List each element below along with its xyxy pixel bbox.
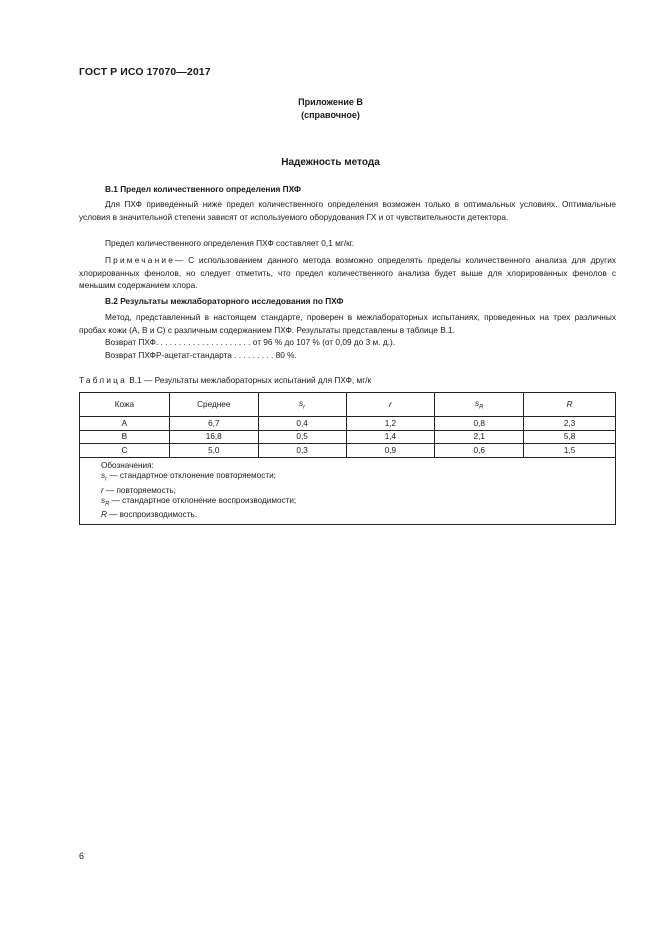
cell-mean: 5,0 bbox=[169, 444, 258, 458]
cell-skin: А bbox=[80, 417, 170, 431]
recovery-standard-line: Возврат ПХФР-ацетат-стандарта . . . . . . . . . 80 %. bbox=[105, 350, 297, 360]
cell-skin: С bbox=[80, 444, 170, 458]
cell-sR: 0,8 bbox=[435, 417, 524, 431]
header-sr: $s_r$ bbox=[258, 393, 346, 417]
header-R: R bbox=[524, 393, 616, 417]
table-notes-row bbox=[80, 457, 616, 524]
cell-mean: 16,8 bbox=[169, 430, 258, 444]
cell-r: 1,4 bbox=[346, 430, 435, 444]
table-row bbox=[80, 430, 616, 444]
section-1-paragraph-1: Для ПХФ приведенный ниже предел количественного определения возможен только в оптимальных условиях. Оптимальные условия в значительной степени зависят от используемого оборудования ГХ и от чувствительности детектора. bbox=[79, 199, 616, 222]
note-text: — С использованием данного метода возможно определять пределы количественного анализа для других хлорированных фенолов, но следует отметить, что предел количественного анализа будет выше для хлорированных фенолов с меньшим содержанием хлора. bbox=[79, 255, 616, 291]
document-header: ГОСТ Р ИСО 17070—2017 bbox=[79, 66, 211, 78]
table-caption-text: В.1 — Результаты межлабораторных испытаний для ПХФ, мг/к bbox=[126, 375, 372, 385]
note-label: Примечание bbox=[105, 255, 176, 265]
table-caption bbox=[79, 375, 371, 385]
note-sr: $s_r$ — стандартное отклонение повторяемости; bbox=[101, 471, 276, 484]
header-mean: Среднее bbox=[169, 393, 258, 417]
section-2-paragraph-1: Метод, представленный в настоящем стандарте, проверен в межлабораторных испытаниях, проведенных на трех различных пробах кожи (А, В и С) с различным содержанием ПХФ. Результаты представлены в таблице В.1. bbox=[79, 312, 616, 335]
table-caption-label: Таблица bbox=[79, 375, 127, 385]
note-r: r — повторяемость; bbox=[101, 485, 176, 495]
cell-sr: 0,5 bbox=[258, 430, 346, 444]
header-skin: Кожа bbox=[80, 393, 170, 417]
section-1-heading: В.1 Предел количественного определения ПХФ bbox=[105, 184, 301, 194]
section-2-heading: В.2 Результаты межлабораторного исследования по ПХФ bbox=[105, 296, 344, 306]
cell-R: 1,5 bbox=[524, 444, 616, 458]
cell-r: 1,2 bbox=[346, 417, 435, 431]
cell-R: 2,3 bbox=[524, 417, 616, 431]
page-number: 6 bbox=[79, 851, 85, 861]
annex-heading bbox=[0, 96, 661, 122]
section-1-paragraph-2: Предел количественного определения ПХФ составляет 0,1 мг/кг. bbox=[105, 238, 355, 248]
table-row bbox=[80, 444, 616, 458]
notes-title: Обозначения: bbox=[101, 460, 154, 470]
cell-mean: 6,7 bbox=[169, 417, 258, 431]
note-R: R — воспроизводимость. bbox=[101, 510, 197, 520]
header-r: r bbox=[346, 393, 435, 417]
annex-title: Приложение В bbox=[298, 97, 363, 107]
cell-r: 0,9 bbox=[346, 444, 435, 458]
header-sR: $s_R$ bbox=[435, 393, 524, 417]
note-sR: $s_R$ — стандартное отклонение воспроизводимости; bbox=[101, 496, 297, 508]
table-row bbox=[80, 417, 616, 431]
table-notes bbox=[80, 457, 616, 524]
cell-skin: В bbox=[80, 430, 170, 444]
cell-sr: 0,4 bbox=[258, 417, 346, 431]
cell-R: 5,8 bbox=[524, 430, 616, 444]
recovery-pcp-line: Возврат ПХФ. . . . . . . . . . . . . . . . . . . . . от 96 % до 107 % (от 0,09 до 3 м. д.). bbox=[105, 337, 396, 347]
page-title: Надежность метода bbox=[281, 157, 380, 168]
results-table bbox=[79, 392, 616, 525]
table-header-row bbox=[80, 393, 616, 417]
section-1-note bbox=[79, 254, 616, 292]
cell-sR: 2,1 bbox=[435, 430, 524, 444]
cell-sr: 0,3 bbox=[258, 444, 346, 458]
annex-subtitle: (справочное) bbox=[301, 110, 360, 120]
cell-sR: 0,6 bbox=[435, 444, 524, 458]
